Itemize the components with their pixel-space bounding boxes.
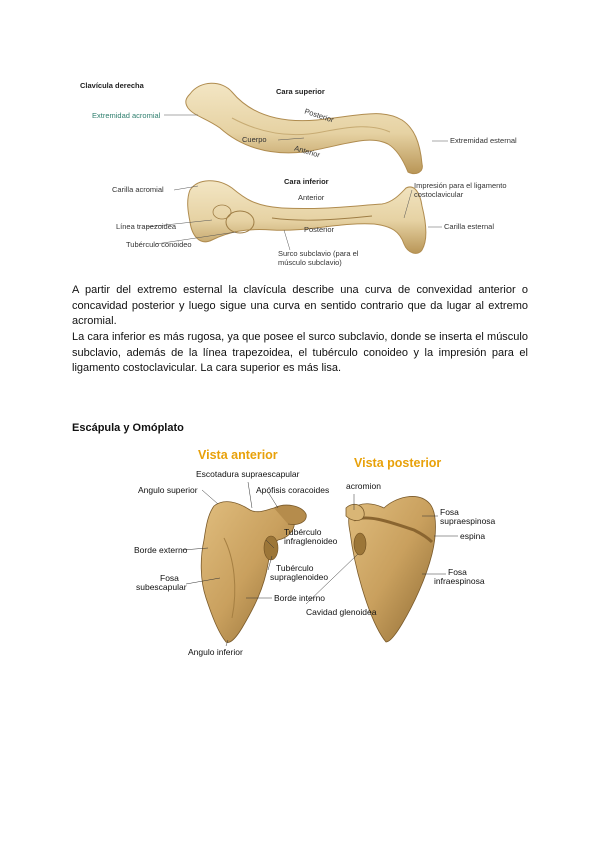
paragraph-clavicle-curve: A partir del extremo esternal la clavícula describe una curva de convexidad anterior o concavidad posterior y luego sigue una curva en sentido contrario que da lugar al extremo acromial. [72, 284, 528, 327]
subclavian-groove-label-1: Surco subclavio (para el [278, 249, 359, 258]
subclavian-groove-label-2: músculo subclavio) [278, 258, 342, 267]
trapezoid-line-label: Línea trapezoidea [116, 222, 177, 231]
acromion-label: acromion [346, 481, 381, 491]
anterior-view-title: Vista anterior [198, 448, 278, 462]
clavicle-figure [72, 72, 530, 270]
infraglenoid-tubercle-label-2: infraglenoideo [284, 536, 338, 546]
ligament-impression-label-1: Impresión para el ligamento [414, 181, 507, 190]
inferior-face-label: Cara inferior [284, 177, 329, 186]
supraglenoid-tubercle-label-2: supraglenoideo [270, 572, 329, 582]
ligament-impression-label-2: costoclavicular [414, 190, 464, 199]
infraspinous-fossa-label-1: Fosa [448, 567, 467, 577]
coracoid-process-label: Apófisis coracoides [256, 485, 330, 495]
posterior-label-top: Posterior [303, 106, 335, 125]
sternal-facet-label: Carilla esternal [444, 222, 495, 231]
posterior-view-title: Vista posterior [354, 456, 442, 470]
conoid-tubercle-label: Tubérculo conoideo [126, 240, 192, 249]
acromial-facet-label: Carilla acromial [112, 185, 164, 194]
scapula-illustration [128, 448, 488, 664]
supraglenoid-tubercle-label-1: Tubérculo [276, 563, 314, 573]
section-heading-scapula: Escápula y Omóplato [72, 422, 184, 434]
glenoid-cavity-label: Cavidad glenoidea [306, 607, 377, 617]
infraglenoid-tubercle-label-1: Tubérculo [284, 527, 322, 537]
clavicle-title: Clavícula derecha [80, 81, 144, 90]
superior-face-label: Cara superior [276, 87, 325, 96]
acromial-end-label: Extremidad acromial [92, 111, 161, 120]
inferior-angle-label: Angulo inferior [188, 647, 243, 657]
posterior-label-bottom: Posterior [304, 225, 335, 234]
spine-label: espina [460, 531, 486, 541]
clavicle-superior-shape [186, 83, 422, 173]
paragraph-inferior-face: La cara inferior es más rugosa, ya que posee el surco subclavio, donde se inserta el músculo subclavio, además de la línea trapezoidea, el tubérculo conoideo y la impresión para el ligamento costoclavicular. La cara superior es más lisa. [72, 331, 528, 374]
body-label: Cuerpo [242, 135, 267, 144]
subscapular-fossa-label-1: Fosa [160, 573, 179, 583]
anterior-label-top: Anterior [293, 143, 322, 160]
clavicle-inferior-shape [188, 181, 426, 254]
supraescapular-notch-label: Escotadura supraescapular [196, 469, 300, 479]
anterior-label-bottom: Anterior [298, 193, 325, 202]
sternal-end-label: Extremidad esternal [450, 136, 517, 145]
superior-angle-label: Angulo superior [138, 485, 198, 495]
lateral-border-label: Borde externo [134, 545, 188, 555]
subscapular-fossa-label-2: subescapular [136, 582, 187, 592]
supraspinous-fossa-label-2: supraespinosa [440, 516, 496, 526]
medial-border-label: Borde interno [274, 593, 326, 603]
supraspinous-fossa-label-1: Fosa [440, 507, 459, 517]
infraspinous-fossa-label-2: infraespinosa [434, 576, 485, 586]
scapula-figure [128, 448, 496, 664]
